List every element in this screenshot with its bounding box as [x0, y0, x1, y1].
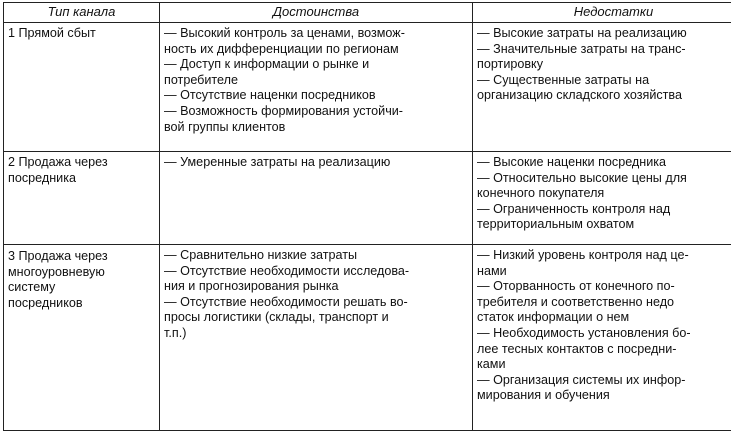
advantage-line: — Высокий контроль за ценами, возмож-: [164, 26, 405, 40]
disadvantage-line: конечного покупателя: [477, 186, 605, 201]
channel-type-cell: [4, 245, 160, 431]
disadvantage-line: нами: [477, 263, 507, 278]
disadvantage-line: — Высокие затраты на реализацию: [477, 26, 687, 40]
disadvantage-line: — Оторванность от конечного по-: [477, 279, 675, 294]
disadvantage-line: мирования и обучения: [477, 388, 610, 403]
advantage-line: ния и прогнозирования рынка: [164, 279, 339, 294]
advantage-line: — Доступ к информации о рынке и: [164, 57, 370, 72]
channel-type-text: посредников: [8, 295, 83, 310]
advantage-line: вой группы клиентов: [164, 119, 286, 134]
advantage-line: — Возможность формирования устойчи-: [164, 103, 403, 118]
advantage-line: ность их дифференциации по регионам: [164, 41, 399, 56]
disadvantage-line: требителя и соответственно недо: [477, 294, 675, 309]
table-row: [4, 23, 731, 152]
advantages-cell: [160, 245, 473, 431]
channel-comparison-table-container: [3, 2, 727, 431]
disadvantage-line: территориальным охватом: [477, 217, 635, 232]
table-header-row: [4, 3, 731, 23]
disadvantage-line: — Необходимость установления бо-: [477, 325, 691, 340]
disadvantage-line: организацию складского хозяйства: [477, 88, 682, 103]
advantage-line: — Умеренные затраты на реализацию: [164, 155, 391, 169]
disadvantages-cell: [473, 23, 731, 152]
disadvantages-cell: [473, 245, 731, 431]
disadvantage-line: — Низкий уровень контроля над це-: [477, 248, 689, 262]
disadvantage-line: — Существенные затраты на: [477, 72, 650, 87]
header-disadvantages: Недостатки: [473, 3, 731, 23]
header-channel-type: Тип канала: [4, 3, 160, 23]
channel-type-text: многоуровневую: [8, 264, 105, 279]
channel-type-text: посредника: [8, 170, 76, 185]
advantage-line: т.п.): [164, 325, 187, 340]
table-row: [4, 245, 731, 431]
advantage-line: — Отсутствие наценки посредников: [164, 88, 376, 103]
advantage-line: — Сравнительно низкие затраты: [164, 248, 358, 262]
disadvantage-line: — Значительные затраты на транс-: [477, 41, 686, 56]
advantage-line: просы логистики (склады, транспорт и: [164, 310, 389, 325]
channel-type-text: 1 Прямой сбыт: [8, 26, 96, 40]
channel-comparison-table: [3, 2, 731, 431]
advantage-line: потребителе: [164, 72, 238, 87]
disadvantage-line: — Относительно высокие цены для: [477, 170, 687, 185]
disadvantages-cell: [473, 152, 731, 245]
channel-type-cell: [4, 23, 160, 152]
disadvantage-line: портировку: [477, 57, 544, 72]
advantages-cell: [160, 23, 473, 152]
header-advantages: Достоинства: [160, 3, 473, 23]
advantage-line: — Отсутствие необходимости исследова-: [164, 263, 410, 278]
disadvantage-line: — Ограниченность контроля над: [477, 201, 671, 216]
disadvantage-line: статок информации о нем: [477, 310, 630, 325]
disadvantage-line: ками: [477, 357, 506, 372]
channel-type-text: 3 Продажа через: [8, 249, 108, 263]
advantages-cell: [160, 152, 473, 245]
disadvantage-line: лее тесных контактов с посредни-: [477, 341, 677, 356]
advantage-line: — Отсутствие необходимости решать во-: [164, 294, 408, 309]
channel-type-text: систему: [8, 280, 56, 295]
table-row: [4, 152, 731, 245]
disadvantage-line: — Высокие наценки посредника: [477, 155, 667, 169]
disadvantage-line: — Организация системы их инфор-: [477, 372, 686, 387]
channel-type-text: 2 Продажа через: [8, 155, 108, 169]
channel-type-cell: [4, 152, 160, 245]
